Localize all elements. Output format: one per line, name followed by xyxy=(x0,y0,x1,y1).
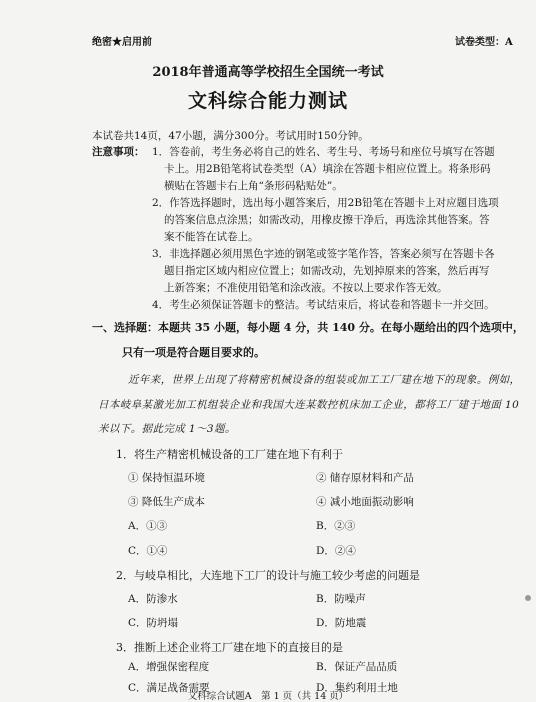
exam-title: 2018年普通高等学校招生全国统一考试 xyxy=(152,65,384,80)
question-stem: 3．推断上述企业将工厂建在地下的直接目的是 xyxy=(116,641,343,654)
passage-line: 日本岐阜某激光加工机组装企业和我国大连某数控机床加工企业，都将工厂建于地面 10 xyxy=(98,399,520,411)
answer-option-c: C．防坍塌 xyxy=(128,617,179,629)
note-line: 4．考生必须保证答题卡的整洁。考试结束后，将试卷和答题卡一并交回。 xyxy=(152,299,495,311)
note-line: 卡上。用2B铅笔将试卷类型（A）填涂在答题卡相应位置上。将条形码 xyxy=(164,163,491,175)
answer-option-d: D．防地震 xyxy=(316,617,367,629)
note-line: 案不能答在试卷上。 xyxy=(164,231,259,243)
note-line: 2．作答选择题时，选出每小题答案后，用2B铅笔在答题卡上对应题目选项 xyxy=(152,197,499,209)
intro-text: 本试卷共14页，47小题，满分300分。考试用时150分钟。 xyxy=(92,130,369,142)
answer-option-d: D．②④ xyxy=(316,545,356,557)
page-footer: 文科综合试题A 第 1 页（共 14 页） xyxy=(187,691,349,702)
subject-title: 文科综合能力测试 xyxy=(187,90,348,112)
answer-option-c: C．①④ xyxy=(128,545,168,557)
question-stem: 2．与岐阜相比，大连地下工厂的设计与施工较少考虑的问题是 xyxy=(116,569,420,582)
note-line: 1．答卷前，考生务必将自己的姓名、考生号、考场号和座位号填写在答题 xyxy=(152,146,495,158)
section-header-continued: 只有一项是符合题目要求的。 xyxy=(122,346,265,359)
answer-option-a: A．防渗水 xyxy=(128,593,178,605)
binding-hole-mark xyxy=(525,595,531,601)
statement: ② 储存原材料和产品 xyxy=(316,472,414,484)
answer-option-d: D．集约利用土地 xyxy=(316,682,398,694)
passage-line: 米以下。据此完成 1～3题。 xyxy=(98,423,236,435)
statement: ① 保持恒温环境 xyxy=(128,472,205,484)
answer-option-a: A．①③ xyxy=(128,520,168,532)
statement: ④ 减小地面振动影响 xyxy=(316,496,414,508)
question-stem: 1．将生产精密机械设备的工厂建在地下有利于 xyxy=(116,448,343,461)
statement: ③ 降低生产成本 xyxy=(128,496,205,508)
passage-line: 近年来，世界上出现了将精密机械设备的组装或加工工厂建在地下的现象。例如， xyxy=(128,374,521,386)
note-line: 题目指定区域内相应位置上；如需改动，先划掉原来的答案，然后再写 xyxy=(164,265,490,277)
note-line: 的答案信息点涂黑；如需改动，用橡皮擦干净后，再选涂其他答案。答 xyxy=(164,214,490,226)
section-header: 一、选择题：本题共 35 小题，每小题 4 分，共 140 分。在每小题给出的四个选项中， xyxy=(92,321,524,334)
notes-label: 注意事项： xyxy=(92,146,145,158)
paper-type-label: 试卷类型：A xyxy=(455,37,513,48)
answer-option-b: B．防噪声 xyxy=(316,593,366,605)
answer-option-b: B．②③ xyxy=(316,520,356,532)
note-line: 3．非选择题必须用黑色字迹的钢笔或签字笔作答，答案必须写在答题卡各 xyxy=(152,248,495,260)
note-line: 上新答案；不准使用铅笔和涂改液。不按以上要求作答无效。 xyxy=(164,282,448,294)
answer-option-b: B．保证产品品质 xyxy=(316,661,398,673)
answer-option-a: A．增强保密程度 xyxy=(128,661,210,673)
confidential-label: 绝密★启用前 xyxy=(92,37,152,48)
answer-option-c: C．满足战备需要 xyxy=(128,682,210,694)
note-line: 横贴在答题卡右上角“条形码粘贴处”。 xyxy=(164,180,343,192)
